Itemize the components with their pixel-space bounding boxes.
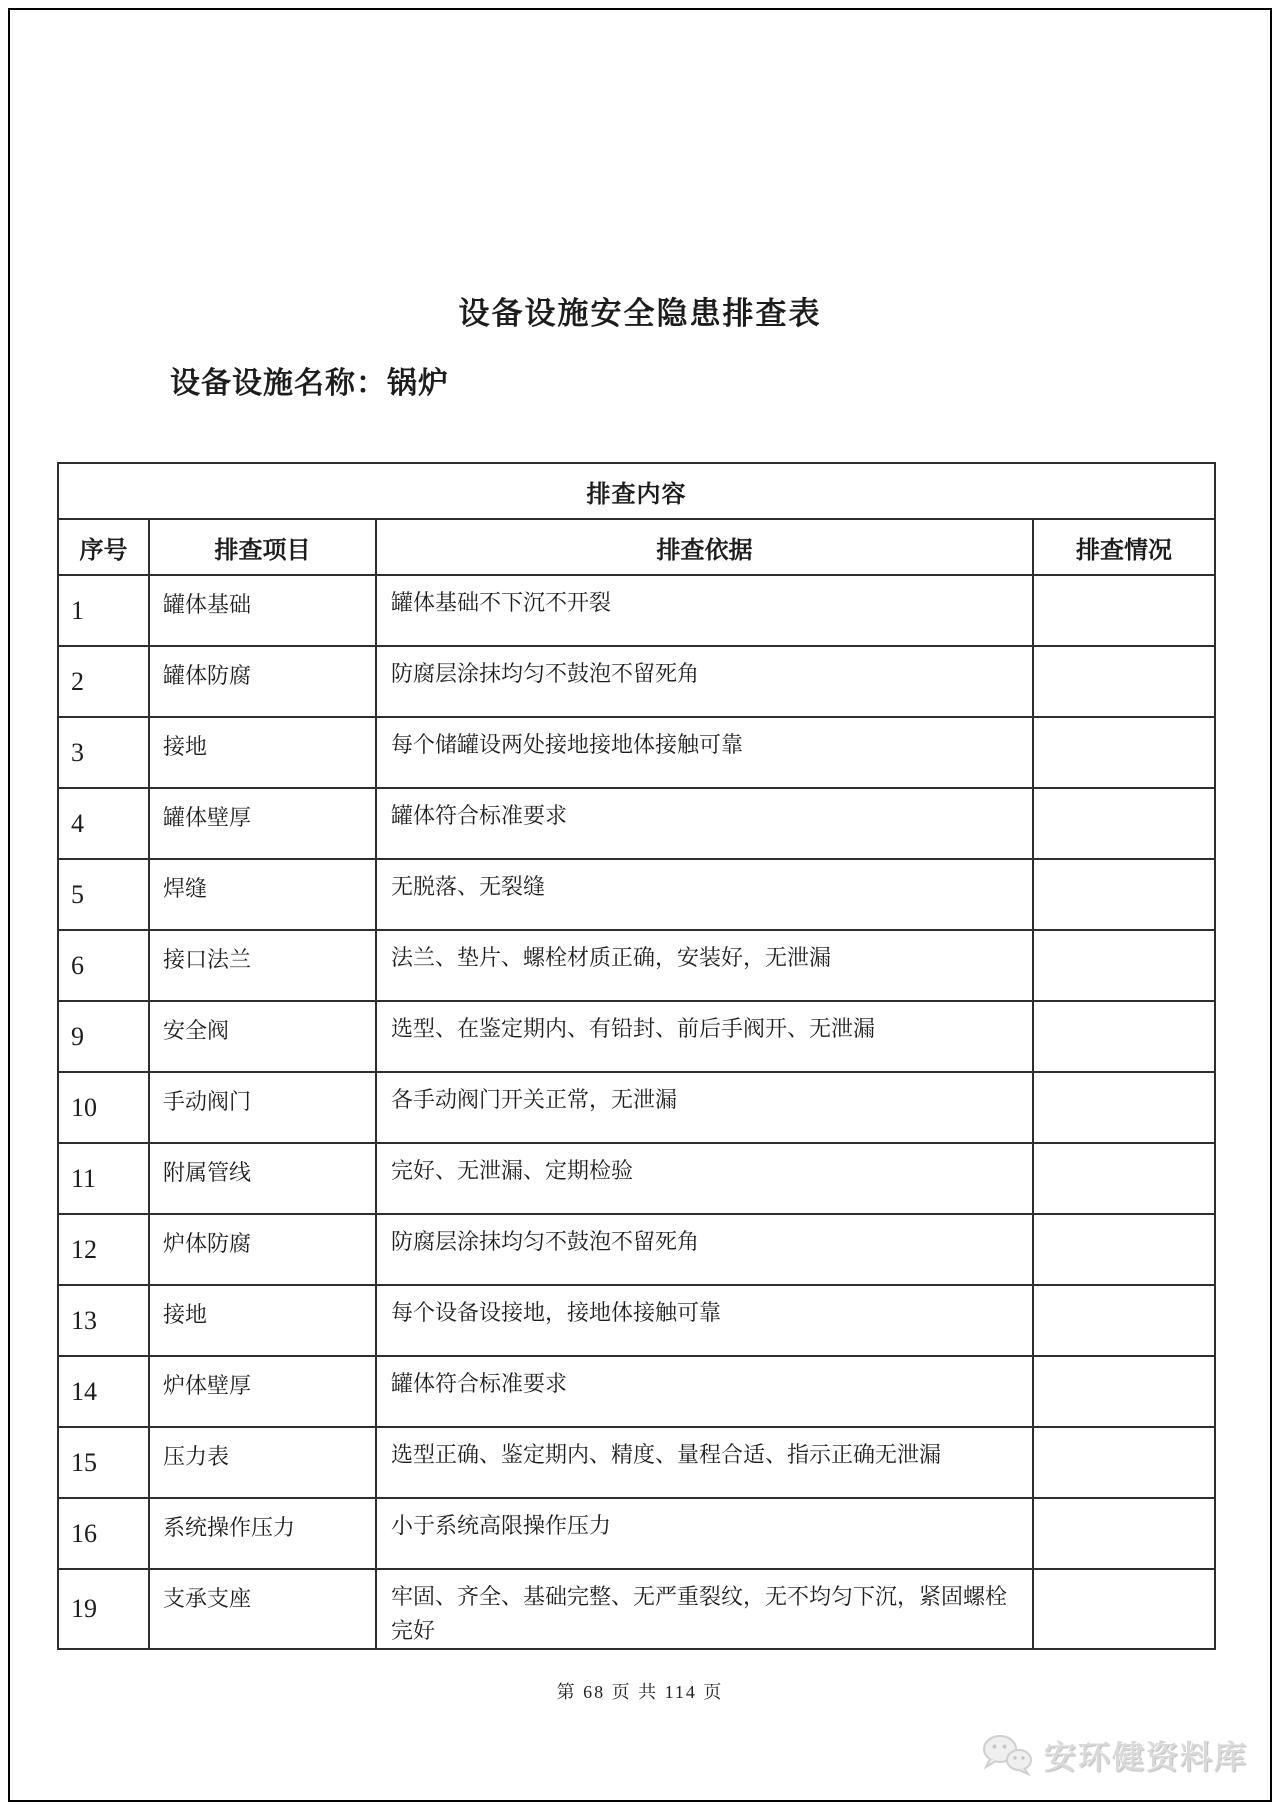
cell-inspection-item: 炉体防腐	[149, 1214, 376, 1285]
cell-inspection-item: 系统操作压力	[149, 1498, 376, 1569]
cell-inspection-item: 罐体基础	[149, 575, 376, 646]
column-header-item: 排查项目	[149, 519, 376, 575]
table-row	[58, 1001, 1215, 1072]
watermark-text: 安环健资料库	[1043, 1739, 1248, 1775]
cell-inspection-status	[1033, 1285, 1215, 1356]
table-row	[58, 788, 1215, 859]
table-body	[58, 575, 1215, 1649]
cell-inspection-status	[1033, 1214, 1215, 1285]
cell-inspection-item: 附属管线	[149, 1143, 376, 1214]
wechat-bubbles-icon	[980, 1733, 1034, 1777]
page-title: 设备设施安全隐患排查表	[458, 296, 822, 331]
cell-inspection-status	[1033, 1498, 1215, 1569]
column-header-row	[58, 519, 1215, 575]
cell-inspection-status	[1033, 646, 1215, 717]
cell-inspection-basis: 各手动阀门开关正常，无泄漏	[376, 1072, 1033, 1143]
cell-inspection-basis: 选型、在鉴定期内、有铅封、前后手阀开、无泄漏	[376, 1001, 1033, 1072]
cell-inspection-status	[1033, 1072, 1215, 1143]
column-header-no: 序号	[58, 519, 149, 575]
cell-inspection-basis: 法兰、垫片、螺栓材质正确，安装好，无泄漏	[376, 930, 1033, 1001]
cell-inspection-status	[1033, 1427, 1215, 1498]
cell-inspection-item: 焊缝	[149, 859, 376, 930]
section-header-row	[58, 463, 1215, 519]
cell-row-number: 10	[58, 1072, 149, 1143]
cell-inspection-item: 接地	[149, 717, 376, 788]
cell-row-number: 1	[58, 575, 149, 646]
cell-inspection-item: 支承支座	[149, 1569, 376, 1649]
cell-inspection-status	[1033, 859, 1215, 930]
cell-row-number: 19	[58, 1569, 149, 1649]
cell-inspection-basis: 小于系统高限操作压力	[376, 1498, 1033, 1569]
cell-inspection-status	[1033, 788, 1215, 859]
cell-row-number: 5	[58, 859, 149, 930]
table-row	[58, 1072, 1215, 1143]
table-row	[58, 717, 1215, 788]
cell-inspection-status	[1033, 1356, 1215, 1427]
table-row	[58, 1285, 1215, 1356]
table-row	[58, 575, 1215, 646]
cell-inspection-item: 罐体壁厚	[149, 788, 376, 859]
cell-row-number: 14	[58, 1356, 149, 1427]
device-name-label: 设备设施名称：锅炉	[170, 367, 449, 400]
column-header-status: 排查情况	[1033, 519, 1215, 575]
inspection-table	[57, 462, 1216, 1650]
cell-inspection-status	[1033, 1001, 1215, 1072]
cell-inspection-item: 接地	[149, 1285, 376, 1356]
table-row	[58, 1143, 1215, 1214]
cell-inspection-basis: 牢固、齐全、基础完整、无严重裂纹，无不均匀下沉，紧固螺栓完好	[376, 1569, 1033, 1649]
cell-row-number: 2	[58, 646, 149, 717]
table-row	[58, 1214, 1215, 1285]
table-row	[58, 1427, 1215, 1498]
cell-row-number: 13	[58, 1285, 149, 1356]
table-row	[58, 1356, 1215, 1427]
table-row	[58, 1498, 1215, 1569]
cell-inspection-basis: 罐体符合标准要求	[376, 788, 1033, 859]
cell-inspection-item: 罐体防腐	[149, 646, 376, 717]
cell-row-number: 9	[58, 1001, 149, 1072]
table-row	[58, 930, 1215, 1001]
cell-inspection-item: 安全阀	[149, 1001, 376, 1072]
cell-row-number: 12	[58, 1214, 149, 1285]
cell-row-number: 15	[58, 1427, 149, 1498]
cell-inspection-status	[1033, 1569, 1215, 1649]
cell-inspection-basis: 每个设备设接地，接地体接触可靠	[376, 1285, 1033, 1356]
cell-row-number: 6	[58, 930, 149, 1001]
table-row	[58, 859, 1215, 930]
cell-inspection-status	[1033, 575, 1215, 646]
cell-inspection-basis: 罐体基础不下沉不开裂	[376, 575, 1033, 646]
table-row	[58, 646, 1215, 717]
cell-inspection-basis: 无脱落、无裂缝	[376, 859, 1033, 930]
cell-inspection-status	[1033, 930, 1215, 1001]
cell-inspection-item: 手动阀门	[149, 1072, 376, 1143]
table-row	[58, 1569, 1215, 1649]
cell-row-number: 16	[58, 1498, 149, 1569]
cell-inspection-item: 炉体壁厚	[149, 1356, 376, 1427]
page-number: 第 68 页 共 114 页	[556, 1682, 724, 1702]
column-header-basis: 排查依据	[376, 519, 1033, 575]
cell-inspection-basis: 选型正确、鉴定期内、精度、量程合适、指示正确无泄漏	[376, 1427, 1033, 1498]
cell-inspection-item: 接口法兰	[149, 930, 376, 1001]
cell-inspection-basis: 防腐层涂抹均匀不鼓泡不留死角	[376, 646, 1033, 717]
cell-inspection-status	[1033, 717, 1215, 788]
cell-inspection-item: 压力表	[149, 1427, 376, 1498]
cell-inspection-basis: 每个储罐设两处接地接地体接触可靠	[376, 717, 1033, 788]
cell-row-number: 4	[58, 788, 149, 859]
cell-inspection-status	[1033, 1143, 1215, 1214]
cell-inspection-basis: 罐体符合标准要求	[376, 1356, 1033, 1427]
watermark	[980, 1732, 1248, 1778]
cell-inspection-basis: 完好、无泄漏、定期检验	[376, 1143, 1033, 1214]
cell-row-number: 3	[58, 717, 149, 788]
section-header: 排查内容	[58, 463, 1215, 519]
cell-row-number: 11	[58, 1143, 149, 1214]
cell-inspection-basis: 防腐层涂抹均匀不鼓泡不留死角	[376, 1214, 1033, 1285]
